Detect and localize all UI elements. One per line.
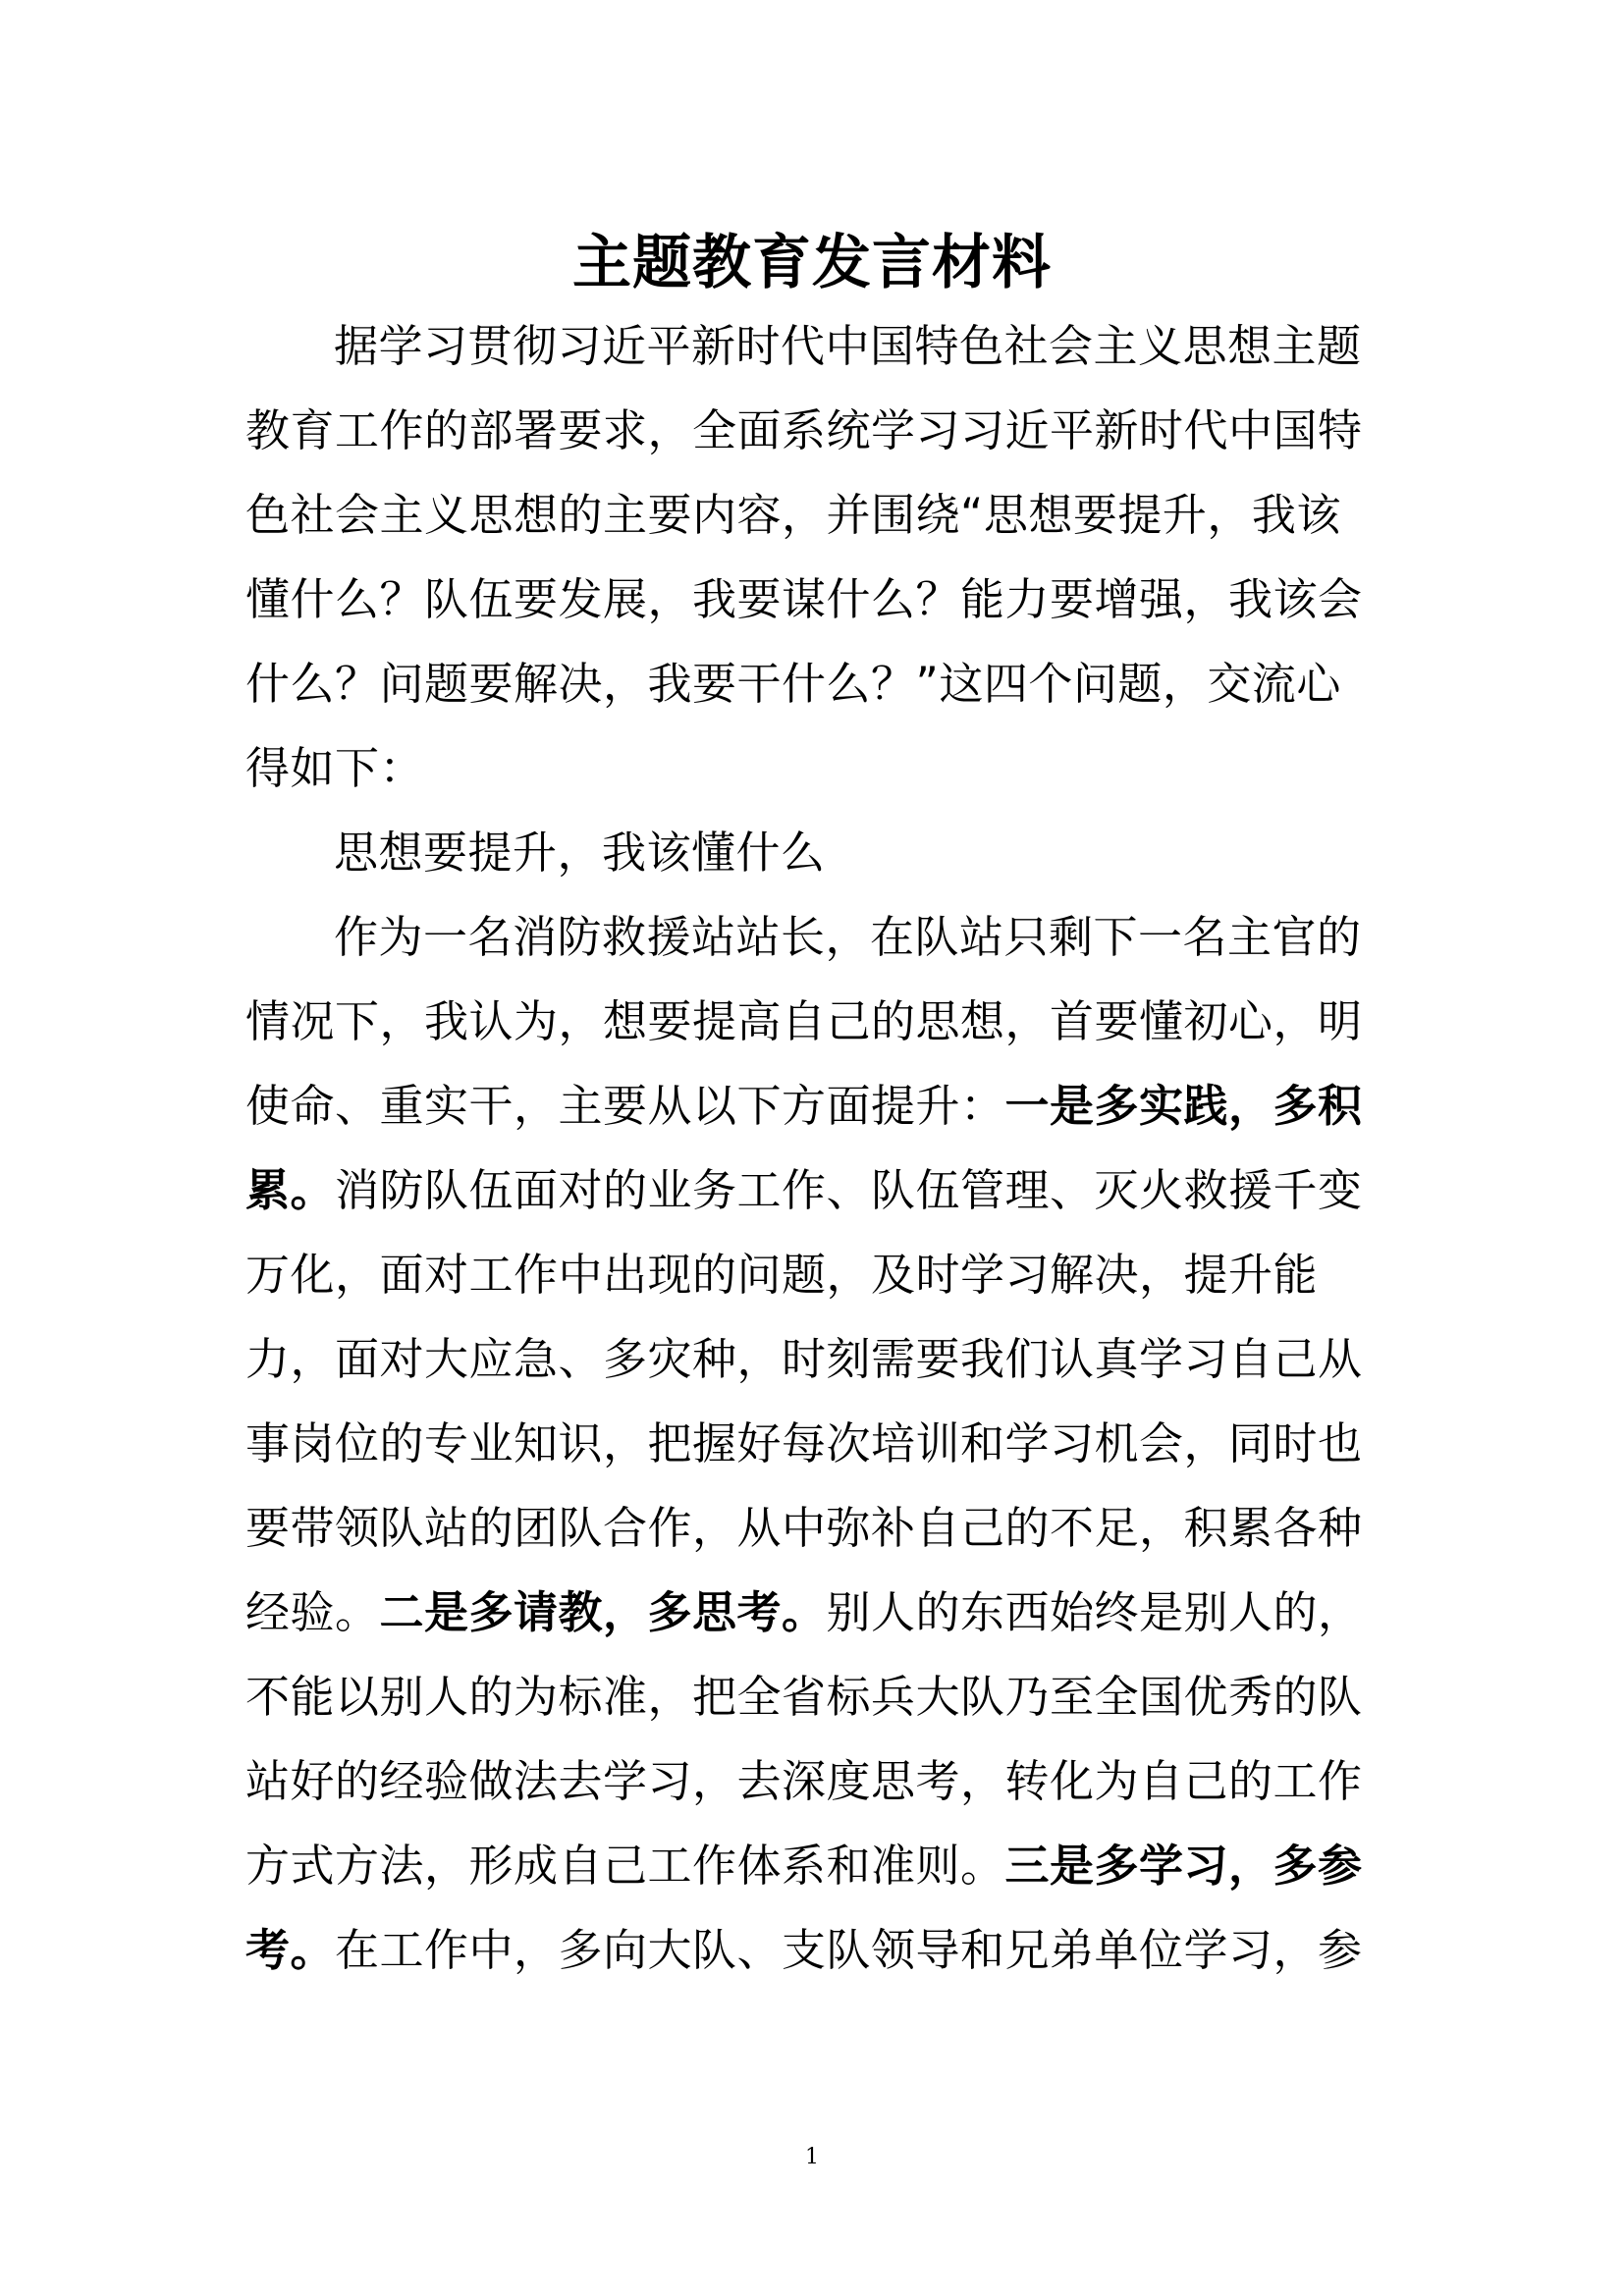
text-line (245, 1824, 1384, 1908)
text-line (245, 558, 1384, 642)
page-number: 1 (805, 2145, 819, 2169)
text-line (245, 1486, 1384, 1571)
text-line (245, 1402, 1384, 1486)
text-segment: 色社会主义思想的主要内容，并围绕“思想要提升，我该 (245, 489, 1341, 541)
bold-text-segment: 一是多实践，多积 (1004, 1080, 1363, 1132)
text-segment: 消防队伍面对的业务工作、队伍管理、灭火救援千变 (335, 1164, 1363, 1216)
text-line (245, 1233, 1384, 1317)
text-segment: 据学习贯彻习近平新时代中国特色社会主义思想主题 (334, 320, 1362, 372)
text-line (245, 1739, 1384, 1824)
text-line (245, 1064, 1384, 1148)
text-segment: 事岗位的专业知识，把握好每次培训和学习机会，同时也 (245, 1417, 1363, 1469)
text-segment: 别人的东西始终是别人的， (826, 1586, 1363, 1638)
text-line (245, 1655, 1384, 1739)
text-line (245, 811, 1384, 895)
text-segment: 情况下，我认为，想要提高自己的思想，首要懂初心，明 (245, 995, 1363, 1047)
text-segment: 在工作中，多向大队、支队领导和兄弟单位学习，参 (335, 1924, 1363, 1976)
text-line (245, 895, 1384, 980)
text-segment: 思想要提升，我该懂什么 (334, 827, 826, 879)
text-segment: 使命、重实干，主要从以下方面提升： (245, 1080, 1005, 1132)
text-line (245, 642, 1384, 726)
text-segment: 不能以别人的为标准，把全省标兵大队乃至全国优秀的队 (245, 1671, 1363, 1723)
text-segment: 站好的经验做法去学习，去深度思考，转化为自己的工作 (245, 1755, 1363, 1807)
text-line (245, 389, 1384, 473)
bold-text-segment: 考。 (245, 1924, 336, 1976)
text-line (245, 1571, 1384, 1655)
bold-text-segment: 二是多请教，多思考。 (379, 1586, 827, 1638)
text-segment: 教育工作的部署要求，全面系统学习习近平新时代中国特 (245, 404, 1363, 456)
document-body (245, 304, 1384, 1993)
text-line (245, 1908, 1384, 1993)
text-segment: 方式方法，形成自己工作体系和准则。 (245, 1840, 1005, 1892)
text-segment: 什么？问题要解决，我要干什么？”这四个问题，交流心 (245, 658, 1341, 710)
text-segment: 力，面对大应急、多灾种，时刻需要我们认真学习自己从 (245, 1333, 1363, 1385)
document-title: 主题教育发言材料 (572, 229, 1052, 297)
text-line (245, 726, 1384, 811)
text-segment: 经验。 (245, 1586, 380, 1638)
text-line (245, 473, 1384, 558)
text-segment: 懂什么？队伍要发展，我要谋什么？能力要增强，我该会 (245, 573, 1363, 625)
text-segment: 得如下： (245, 742, 425, 794)
text-line (245, 1148, 1384, 1233)
text-segment: 要带领队站的团队合作，从中弥补自己的不足，积累各种 (245, 1502, 1363, 1554)
bold-text-segment: 三是多学习，多参 (1004, 1840, 1363, 1892)
text-line (245, 304, 1384, 389)
text-segment: 万化，面对工作中出现的问题，及时学习解决，提升能 (245, 1249, 1319, 1301)
text-segment: 作为一名消防救援站站长，在队站只剩下一名主官的 (334, 911, 1362, 963)
text-line (245, 980, 1384, 1064)
text-line (245, 1317, 1384, 1402)
bold-text-segment: 累。 (245, 1164, 336, 1216)
